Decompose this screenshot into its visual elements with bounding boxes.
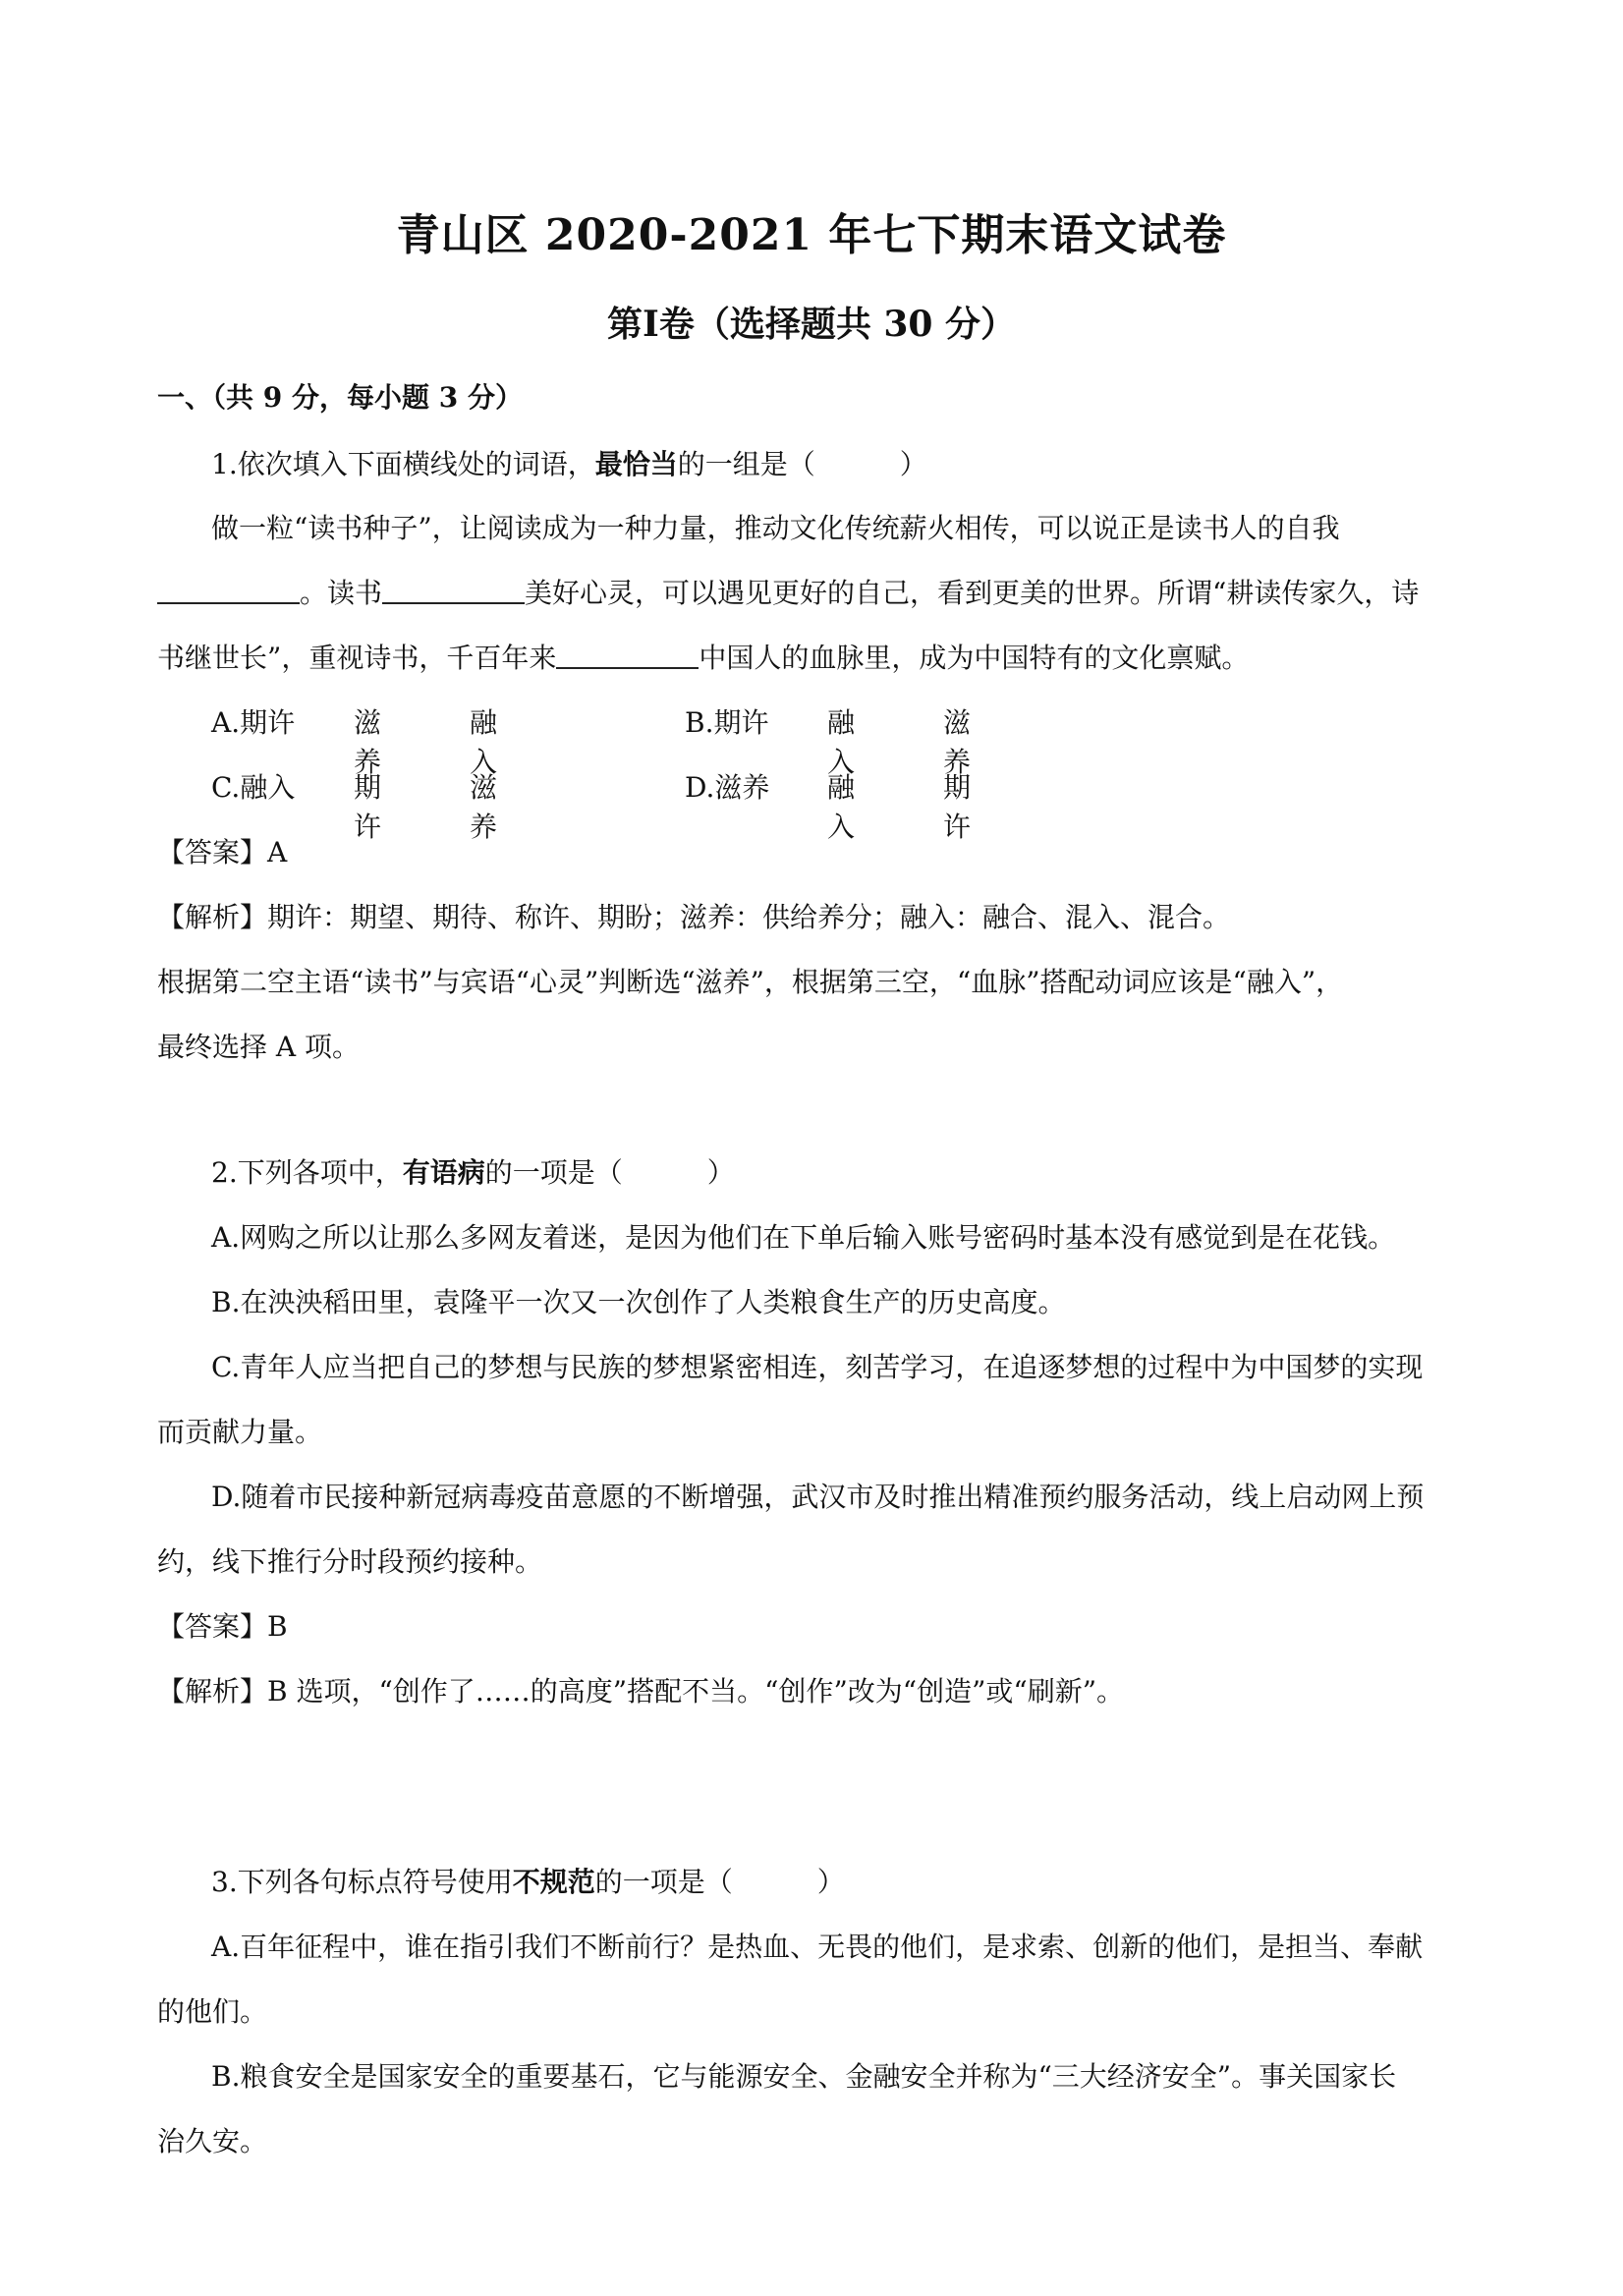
- q1-analysis: [157, 896, 1230, 935]
- q1-stem-text-2: 的一组是（: [677, 448, 815, 480]
- q1-stem-end: ）: [899, 448, 927, 480]
- q2-option-d: D.随着市民接种新冠病毒疫苗意愿的不断增强，武汉市及时推出精准预约服务活动，线上启动网上预: [211, 1481, 1425, 1513]
- option-word: 滋养: [470, 771, 498, 843]
- q1-answer: [157, 831, 287, 870]
- fill-blank-2: [382, 577, 525, 604]
- option-word: 期许: [354, 771, 382, 843]
- answer-value: A: [267, 836, 288, 868]
- analysis-tag: 【解析】: [157, 1675, 268, 1708]
- q3-option-b-cont: 治久安。: [157, 2125, 268, 2157]
- q1-analysis-line-3: 最终选择 A 项。: [157, 1031, 361, 1063]
- q1-option-b: [685, 701, 972, 778]
- q1-line2-text-a: 。读书: [300, 577, 383, 609]
- option-label: C.融入: [211, 771, 296, 804]
- q3-option-b: B.粮食安全是国家安全的重要基石，它与能源安全、金融安全并称为“三大经济安全”。事关国家长: [211, 2060, 1397, 2093]
- section-heading: 一、（共 9 分，每小题 3 分）: [157, 381, 523, 414]
- q1-option-c: [211, 766, 498, 843]
- question-3-stem: [211, 1861, 845, 1900]
- q3-option-a-cont: 的他们。: [157, 1995, 268, 2028]
- q2-option-d-cont: 约，线下推行分时段预约接种。: [157, 1545, 543, 1578]
- option-label: B.期许: [685, 706, 769, 739]
- q1-stem-emphasis: 最恰当: [594, 448, 678, 480]
- option-word: 滋养: [943, 706, 972, 778]
- option-word: 融入: [470, 706, 498, 778]
- q2-stem-text: 2.下列各项中，: [211, 1156, 403, 1189]
- answer-tag: 【答案】: [157, 1610, 268, 1643]
- analysis-text: 期许：期望、期待、称许、期盼；滋养：供给养分；融入：融合、混入、混合。: [267, 901, 1231, 933]
- q1-option-d: [685, 766, 972, 843]
- section-subtitle: 第Ⅰ卷（选择题共 30 分）: [606, 304, 1016, 345]
- question-2-stem: [211, 1151, 735, 1191]
- option-label: A.期许: [211, 706, 296, 739]
- q2-stem-end: ）: [706, 1156, 735, 1189]
- q3-stem-text-2: 的一项是（: [594, 1866, 733, 1898]
- q1-option-a: [211, 701, 498, 778]
- q1-line2-text-b: 美好心灵，可以遇见更好的自己，看到更美的世界。所谓“耕读传家久，诗: [525, 577, 1420, 609]
- option-word: 期许: [943, 771, 972, 843]
- fill-blank-1: [157, 577, 300, 604]
- analysis-tag: 【解析】: [157, 901, 268, 933]
- q1-analysis-line-2: 根据第二空主语“读书”与宾语“心灵”判断选“滋养”，根据第三空，“血脉”搭配动词应该是“融入”，: [157, 966, 1344, 998]
- q3-option-a: A.百年征程中，谁在指引我们不断前行？是热血、无畏的他们，是求索、创新的他们，是担当、奉献: [211, 1931, 1424, 1963]
- q2-option-a: A.网购之所以让那么多网友着迷，是因为他们在下单后输入账号密码时基本没有感觉到是在花钱。: [211, 1221, 1396, 1254]
- q1-line3-text-a: 书继世长”，重视诗书，千百年来: [157, 642, 557, 674]
- option-label: D.滋养: [685, 771, 770, 804]
- question-1-stem: [211, 443, 927, 482]
- q2-option-c-cont: 而贡献力量。: [157, 1416, 323, 1448]
- q3-stem-end: ）: [816, 1866, 845, 1898]
- q1-line3-text-b: 中国人的血脉里，成为中国特有的文化禀赋。: [699, 642, 1250, 674]
- q3-stem-text: 3.下列各句标点符号使用: [211, 1866, 513, 1898]
- q1-passage-line-1: 做一粒“读书种子”，让阅读成为一种力量，推动文化传统薪火相传，可以说正是读书人的自我: [211, 512, 1340, 544]
- option-word: 滋养: [354, 706, 382, 778]
- analysis-text: B 选项，“创作了……的高度”搭配不当。“创作”改为“创造”或“刷新”。: [267, 1675, 1125, 1708]
- q1-passage-line-3: [157, 637, 1249, 676]
- q1-passage-line-2: [157, 572, 1419, 611]
- q2-stem-emphasis: 有语病: [402, 1156, 485, 1189]
- q3-stem-emphasis: 不规范: [512, 1866, 595, 1898]
- answer-value: B: [267, 1610, 288, 1643]
- q2-option-c: C.青年人应当把自己的梦想与民族的梦想紧密相连，刻苦学习，在追逐梦想的过程中为中国梦的实现: [211, 1351, 1424, 1383]
- q2-option-b: B.在泱泱稻田里，袁隆平一次又一次创作了人类粮食生产的历史高度。: [211, 1286, 1066, 1318]
- option-word: 融入: [827, 771, 856, 843]
- q2-answer: [157, 1605, 288, 1645]
- q2-analysis: [157, 1670, 1124, 1709]
- page-title: 青山区 2020-2021 年七下期末语文试卷: [396, 210, 1227, 260]
- option-word: 融入: [827, 706, 856, 778]
- fill-blank-3: [556, 642, 699, 669]
- answer-tag: 【答案】: [157, 836, 268, 868]
- q2-stem-text-2: 的一项是（: [484, 1156, 623, 1189]
- q1-stem-text: 1.依次填入下面横线处的词语，: [211, 448, 595, 480]
